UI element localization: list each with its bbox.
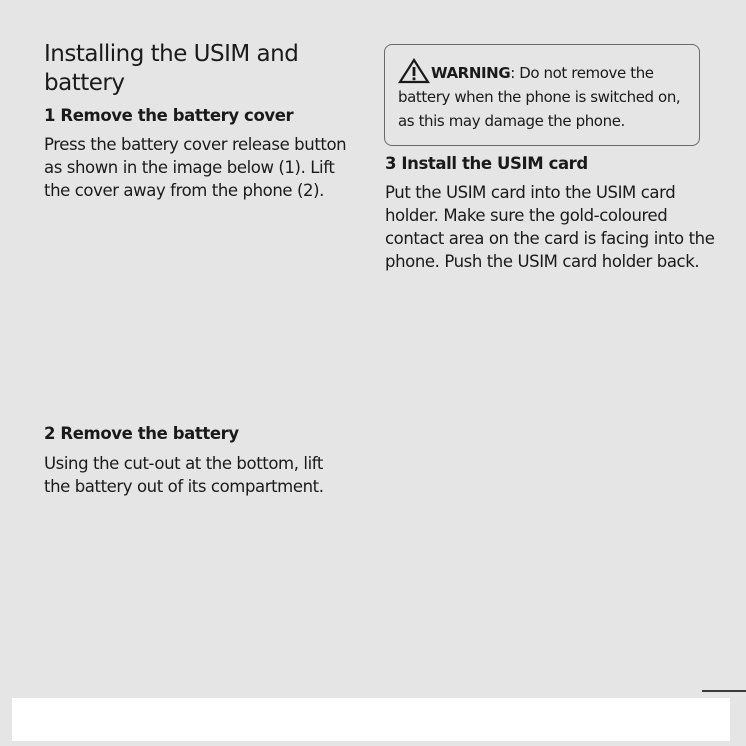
page-title: Installing the USIM and battery: [44, 41, 299, 96]
step-1-heading: 1 Remove the battery cover: [44, 106, 294, 125]
step-2-heading: 2 Remove the battery: [44, 424, 239, 443]
step-2-body: Using the cut-out at the bottom, lift the battery out of its compartment.: [44, 454, 324, 496]
corner-rule: [702, 690, 746, 692]
warning-label: WARNING: [431, 64, 511, 82]
warning-text: : Do not remove the battery when the phone is switched on, as this may damage the phone.: [398, 64, 681, 130]
step-3-heading: 3 Install the USIM card: [385, 154, 588, 173]
step-3-body: Put the USIM card into the USIM card holder. Make sure the gold-coloured contact area on the card is facing into the phone. Push the USIM card holder back.: [385, 183, 715, 271]
step-1-body: Press the battery cover release button as shown in the image below (1). Lift the cover away from the phone (2).: [44, 135, 347, 200]
warning-triangle-icon: [398, 58, 430, 84]
warning-message: [398, 58, 694, 133]
footer-bar: [12, 698, 730, 741]
warning-box: [384, 44, 700, 146]
